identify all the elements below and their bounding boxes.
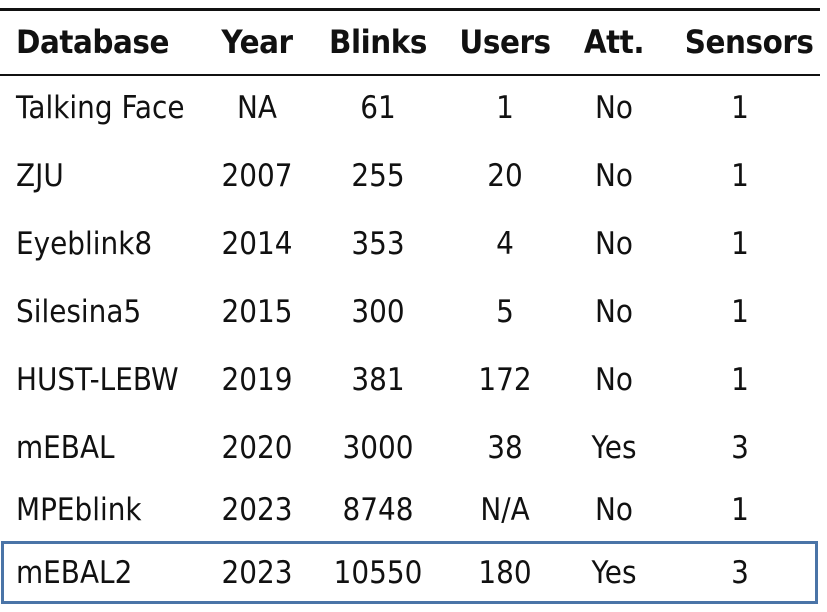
cell-users: N/A xyxy=(480,492,530,528)
cell-users: 1 xyxy=(496,90,514,126)
cell-attention: No xyxy=(595,294,633,330)
cell-users: 38 xyxy=(487,430,523,466)
cell-blinks: 8748 xyxy=(342,492,414,528)
cell-sensors: 1 xyxy=(731,492,749,528)
table-row xyxy=(0,80,827,136)
header-users: Users xyxy=(459,23,551,61)
cell-users: 4 xyxy=(496,226,514,262)
cell-database: mEBAL2 xyxy=(16,555,133,591)
table-row-highlighted xyxy=(0,545,827,601)
cell-year: 2020 xyxy=(221,430,293,466)
cell-attention: Yes xyxy=(591,555,637,591)
cell-users: 20 xyxy=(487,158,523,194)
cell-year: 2023 xyxy=(221,492,293,528)
header-blinks: Blinks xyxy=(329,23,427,61)
table-top-rule xyxy=(0,8,820,11)
cell-blinks: 10550 xyxy=(333,555,423,591)
header-attention: Att. xyxy=(583,23,645,61)
header-database: Database xyxy=(16,23,169,61)
cell-attention: No xyxy=(595,492,633,528)
cell-blinks: 381 xyxy=(351,362,405,398)
cell-attention: Yes xyxy=(591,430,637,466)
cell-database: HUST-LEBW xyxy=(16,362,179,398)
header-separator-rule xyxy=(0,74,820,76)
cell-database: Eyeblink8 xyxy=(16,226,153,262)
cell-database: mEBAL xyxy=(16,430,115,466)
cell-blinks: 61 xyxy=(360,90,396,126)
cell-users: 172 xyxy=(478,362,532,398)
cell-attention: No xyxy=(595,90,633,126)
table-row xyxy=(0,482,827,538)
cell-database: Silesina5 xyxy=(16,294,142,330)
cell-year: 2015 xyxy=(221,294,293,330)
cell-sensors: 1 xyxy=(731,158,749,194)
cell-attention: No xyxy=(595,226,633,262)
table-row xyxy=(0,216,827,272)
cell-blinks: 353 xyxy=(351,226,405,262)
cell-year: 2019 xyxy=(221,362,293,398)
cell-database: MPEblink xyxy=(16,492,142,528)
header-year: Year xyxy=(221,23,293,61)
cell-year: 2014 xyxy=(221,226,293,262)
cell-year: 2007 xyxy=(221,158,293,194)
cell-database: ZJU xyxy=(16,158,64,194)
cell-sensors: 3 xyxy=(731,555,749,591)
cell-sensors: 1 xyxy=(731,90,749,126)
cell-sensors: 1 xyxy=(731,362,749,398)
cell-blinks: 3000 xyxy=(342,430,414,466)
header-sensors: Sensors xyxy=(684,23,814,61)
cell-sensors: 1 xyxy=(731,294,749,330)
cell-sensors: 3 xyxy=(731,430,749,466)
table-row xyxy=(0,284,827,340)
table-row xyxy=(0,420,827,476)
cell-attention: No xyxy=(595,362,633,398)
cell-users: 180 xyxy=(478,555,532,591)
cell-year: NA xyxy=(237,90,277,126)
table-row xyxy=(0,148,827,204)
cell-year: 2023 xyxy=(221,555,293,591)
cell-database: Talking Face xyxy=(16,90,185,126)
cell-sensors: 1 xyxy=(731,226,749,262)
cell-blinks: 300 xyxy=(351,294,405,330)
cell-users: 5 xyxy=(496,294,514,330)
cell-blinks: 255 xyxy=(351,158,405,194)
cell-attention: No xyxy=(595,158,633,194)
table-row xyxy=(0,352,827,408)
